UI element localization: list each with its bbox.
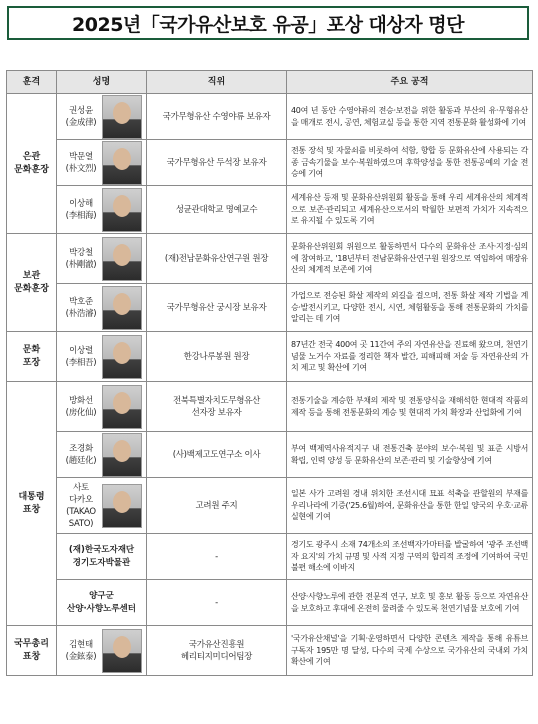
awardee-achievement: 일본 사가 고려원 경내 위치한 조선시대 묘표 석축을 관할원의 부재를 우리나라에 기증('25.6월)하여, 문화유산을 통한 한일 양국의 우호·교류 실현에 기여	[287, 478, 533, 534]
awardee-position: 성균관대학교 명예교수	[147, 186, 287, 234]
awardee-photo	[102, 286, 142, 330]
header-achievements: 주요 공적	[287, 71, 533, 94]
awardee-name: 이상해 (李相海)	[65, 198, 97, 221]
awardee-name: 이상렬 (李相吾)	[65, 345, 97, 368]
awardee-name: 방화선 (房化仙)	[65, 395, 97, 418]
category-label: 은관 문화훈장	[14, 151, 49, 175]
page-title: 2025년「국가유산보호 유공」포상 대상자 명단	[72, 13, 464, 36]
table-row	[7, 140, 533, 186]
awardee-position: (사)백제고도연구소 이사	[147, 432, 287, 478]
header-position: 직위	[147, 71, 287, 94]
table-row	[7, 580, 533, 626]
awardee-position: 국가무형유산 궁시장 보유자	[147, 284, 287, 332]
awardee-name: 권성윤 (金成律)	[65, 105, 97, 128]
category-label: 대통령 표창	[18, 491, 45, 515]
table-row	[7, 478, 533, 534]
awardee-achievement: 세계유산 등재 및 문화유산위원회 활동을 통해 우리 세계유산의 체계적으로 보존·관리되고 세계유산으로서의 탁월한 보편적 가치가 지속적으로 유지될 수 있도록 기여	[287, 186, 533, 234]
table-row	[7, 534, 533, 580]
category-cell	[7, 94, 57, 234]
awardee-achievement: 문화유산위원회 위원으로 활동하면서 다수의 문화유산 조사·지정·심의에 참여하고, '18년부터 전남문화유산연구원 원장으로 역임하여 매장유산의 체계적 보존에 기여	[287, 234, 533, 284]
awardee-photo	[102, 188, 142, 232]
awardee-position: -	[147, 580, 287, 626]
category-cell	[7, 234, 57, 332]
awardee-name: 박강철 (朴剛澈)	[65, 247, 97, 270]
awardee-position: 고려원 주지	[147, 478, 287, 534]
title-box	[7, 6, 529, 40]
table-row	[7, 626, 533, 676]
awardee-achievement: 경기도 광주시 소재 74개소의 조선백자가마터를 발굴하여 '광주 조선백자 요지'의 가치 규명 및 사적 지정 구역의 합리적 조정에 기여하여 국민 불편 해소에 이바지	[287, 534, 533, 580]
awardee-achievement: '국가유산채널'을 기획·운영하면서 다양한 콘텐츠 제작을 통해 유튜브 구독자 195만 명 달성, 다수의 국제 수상으로 국가유산의 국내외 가치 확산에 기여	[287, 626, 533, 676]
table-row	[7, 284, 533, 332]
table-row	[7, 332, 533, 382]
awardee-organization: 양구군 산양·사향노루센터	[57, 580, 147, 626]
awardee-achievement: 87년간 전국 400여 곳 11간여 주의 자연유산을 진료해 왔으며, 천연기념물 노거수 자료를 정리한 책자 발간, 피해피해 저술 등 자연유산의 가치 제고 및 확산에 기여	[287, 332, 533, 382]
category-label: 문화 포장	[22, 344, 41, 368]
awardee-position: 국가유산진흥원 헤리티지미디어팀장	[147, 626, 287, 676]
awardee-photo	[102, 433, 142, 477]
awardee-photo	[102, 141, 142, 185]
awardee-photo	[102, 629, 142, 673]
table-header-row	[7, 71, 533, 94]
awardee-photo	[102, 335, 142, 379]
header-category: 훈격	[7, 71, 57, 94]
awardee-photo	[102, 237, 142, 281]
awardee-name: 김현태 (金鉉泰)	[65, 639, 97, 662]
table-row	[7, 186, 533, 234]
table-row	[7, 234, 533, 284]
category-label: 보관 문화훈장	[14, 270, 49, 294]
awardee-achievement: 전통 장석 및 자물쇠를 비롯하여 석함, 향합 등 문화유산에 사용되는 각종 금속기물을 보수·복원하였으며 후학양성을 통한 전통공예의 기술 전승에 기여	[287, 140, 533, 186]
awardee-position: 전북특별자치도무형유산 선자장 보유자	[147, 382, 287, 432]
category-cell	[7, 332, 57, 382]
awardee-achievement: 산양·사향노루에 관한 전문적 연구, 보호 및 홍보 활동 등으로 자연유산을 보호하고 후대에 온전히 물려줄 수 있도록 천연기념물 보호에 기여	[287, 580, 533, 626]
awardee-position: (재)전남문화유산연구원 원장	[147, 234, 287, 284]
awardee-achievement: 부여 백제역사유적지구 내 전통건축 분야의 보수·복원 및 표준 시방서 확립, 인력 양성 등 문화유산의 보존·관리 및 기술향상에 기여	[287, 432, 533, 478]
awardee-name: 조경화 (趙廷化)	[65, 443, 97, 466]
header-name: 성명	[57, 71, 147, 94]
table-row	[7, 94, 533, 140]
category-label: 국무총리 표창	[14, 638, 49, 662]
awardee-achievement: 40여 년 동안 수영야류의 전승·보전을 위한 활동과 부산의 유·무형유산을 매개로 전시, 공연, 체험교실 등을 통한 지역 전통문화 활성화에 기여	[287, 94, 533, 140]
category-cell	[7, 382, 57, 626]
awardee-photo	[102, 484, 142, 528]
awardee-photo	[102, 385, 142, 429]
awardee-name: 박문열 (朴文烈)	[65, 151, 97, 174]
awardee-achievement: 가업으로 전승된 화살 제작의 외길을 걸으며, 전통 화살 제작 기법을 계승·발전시키고, 다양한 전시, 시연, 체험활동을 통해 전통문화의 가치를 알리는 데 기여	[287, 284, 533, 332]
awardee-position: -	[147, 534, 287, 580]
awardee-achievement: 전통기술을 계승한 부채의 제작 및 전통양식을 재해석한 현대적 작품의 제작 등을 통해 전통문화의 계승 및 현대적 가치 확장과 산업화에 기여	[287, 382, 533, 432]
table-row	[7, 432, 533, 478]
awardee-position: 한강나루봉원 원장	[147, 332, 287, 382]
awardee-name: 사토 다카오 (TAKAO SATO)	[66, 482, 96, 529]
awardee-table	[6, 70, 533, 676]
table-row	[7, 382, 533, 432]
awardee-position: 국가무형유산 두석장 보유자	[147, 140, 287, 186]
awardee-photo	[102, 95, 142, 139]
awardee-name: 박호준 (朴浩濬)	[65, 296, 97, 319]
awardee-position: 국가무형유산 수영야류 보유자	[147, 94, 287, 140]
category-cell	[7, 626, 57, 676]
awardee-organization: (재)한국도자재단 경기도자박물관	[57, 534, 147, 580]
